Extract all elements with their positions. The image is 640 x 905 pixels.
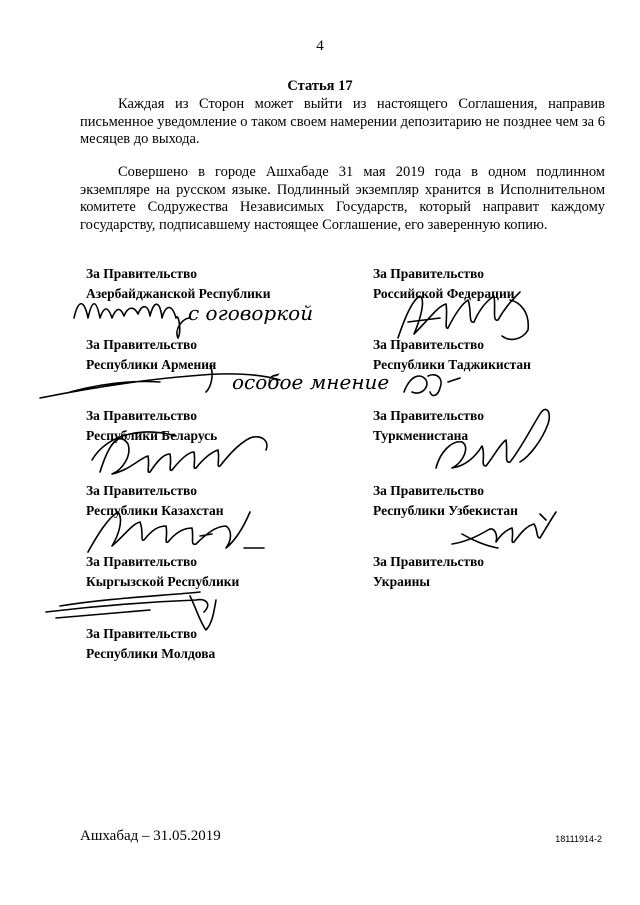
signature-azerbaijan — [74, 304, 190, 338]
signatory-russia — [373, 264, 515, 304]
signatory-line2: Республики Узбекистан — [373, 503, 518, 518]
signatory-ukraine — [373, 552, 484, 592]
signatory-line1: За Правительство — [86, 337, 197, 352]
closing-paragraph — [80, 164, 605, 234]
signatory-kyrgyzstan — [86, 552, 239, 592]
signatory-line1: За Правительство — [86, 483, 197, 498]
signatory-line1: За Правительство — [86, 626, 197, 641]
signatory-line1: За Правительство — [373, 408, 484, 423]
signatory-belarus — [86, 406, 217, 446]
signatory-line2: Республики Казахстан — [86, 503, 224, 518]
handwritten-note-armenia: особое мнение — [232, 370, 390, 394]
signatory-line2: Республики Беларусь — [86, 428, 218, 443]
article-paragraph-text: Каждая из Сторон может выйти из настоящего Соглашения, направив письменное уведомление о таком своем намерении депозитарию не позднее чем за 6 месяцев до выхода. — [80, 96, 605, 147]
signatory-azerbaijan — [86, 264, 271, 304]
signatory-line2: Республики Армения — [86, 357, 217, 372]
signatory-turkmenistan — [373, 406, 484, 446]
signatory-line2: Кыргызской Республики — [86, 574, 240, 589]
footer-place-date: Ашхабад – 31.05.2019 — [80, 828, 221, 844]
signatory-line1: За Правительство — [373, 337, 484, 352]
signatory-line2: Туркменистана — [373, 428, 469, 443]
signatory-line2: Российской Федерации — [373, 286, 515, 301]
footer-document-code: 18111914-2 — [555, 834, 602, 844]
signatory-kazakhstan — [86, 481, 223, 521]
signatory-line1: За Правительство — [373, 266, 484, 281]
signatory-uzbekistan — [373, 481, 518, 521]
signatory-line1: За Правительство — [86, 408, 197, 423]
closing-paragraph-text: Совершено в городе Ашхабаде 31 мая 2019 года в одном подлинном экземпляре на русском языке. Подлинный экземпляр хранится в Исполнительном комитете Содружества Независимых Государств, который направит каждому государству, подписавшему настоящее Соглашение, его заверенную копию. — [80, 164, 605, 233]
signatory-armenia — [86, 335, 216, 375]
page-number: 4 — [316, 38, 324, 54]
article-paragraph — [80, 96, 605, 149]
signatory-line1: За Правительство — [86, 554, 197, 569]
signatory-line1: За Правительство — [86, 266, 197, 281]
signatory-line2: Азербайджанской Республики — [86, 286, 271, 301]
article-title: Статья 17 — [287, 78, 353, 94]
signatory-line2: Республики Молдова — [86, 646, 216, 661]
signatory-line2: Украины — [373, 574, 430, 589]
signatory-line1: За Правительство — [373, 483, 484, 498]
signatory-tajikistan — [373, 335, 531, 375]
signatory-line2: Республики Таджикистан — [373, 357, 531, 372]
handwritten-note-azerbaijan: с оговоркой — [188, 301, 314, 325]
signatory-line1: За Правительство — [373, 554, 484, 569]
signatory-moldova — [86, 624, 215, 664]
signature-tajikistan — [404, 375, 460, 396]
